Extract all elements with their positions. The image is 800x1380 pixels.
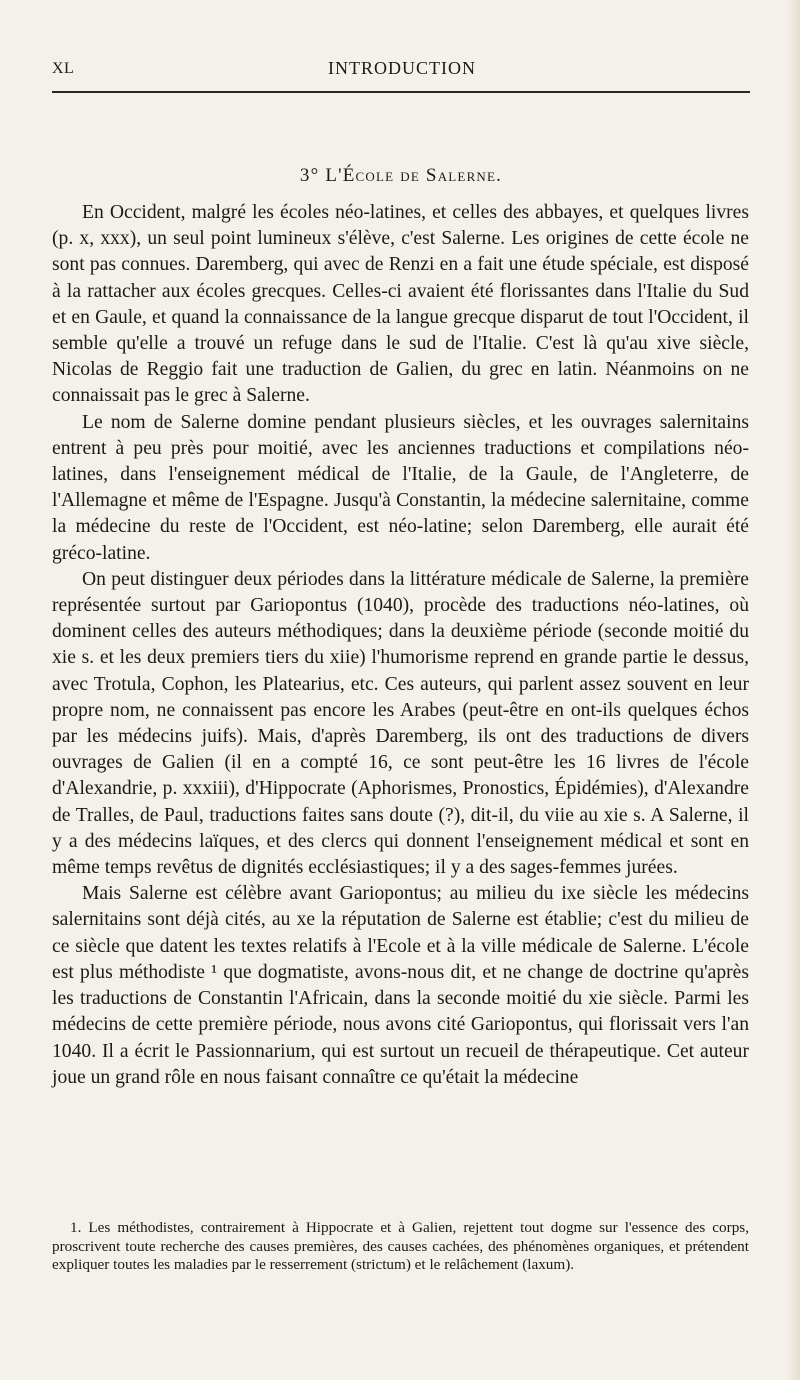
running-title: INTRODUCTION: [328, 58, 476, 78]
body-text: [52, 200, 749, 1091]
page-number: XL: [52, 60, 75, 77]
paragraph: En Occident, malgré les écoles néo-latines, et celles des abbayes, et quelques livres (p. x, xxx), un seul point lumineux s'élève, c'est Salerne. Les origines de cette école ne sont pas connues. Daremberg, qui avec de Renzi en a fait une étude spéciale, est disposé à la rattacher aux écoles grecques. Celles-ci avaient été florissantes dans l'Italie du Sud et en Gaule, et quand la connaissance de la langue grecque disparut de tout l'Occident, il semble qu'elle a trouvé un refuge dans le sud de l'Italie. C'est là qu'au xive siècle, Nicolas de Reggio fait une traduction de Galien, du grec en latin. Néanmoins on ne connaissait pas le grec à Salerne.: [52, 202, 749, 407]
header-rule: [52, 91, 750, 93]
section-title: 3° L'École de Salerne.: [299, 165, 503, 186]
paragraph: Mais Salerne est célèbre avant Gariopontus; au milieu du ixe siècle les médecins salernitains sont déjà cités, au xe la réputation de Salerne est établie; c'est du milieu de ce siècle que datent les textes relatifs à l'Ecole et à la ville médicale de Salerne. L'école est plus méthodiste ¹ que dogmatiste, avons-nous dit, et ne change de doctrine qu'après les traductions de Constantin l'Africain, dans la seconde moitié du xie siècle. Parmi les médecins de cette première période, nous avons cité Gariopontus, qui florissait vers l'an 1040. Il a écrit le Passionnarium, qui est surtout un recueil de thérapeutique. Cet auteur joue un grand rôle en nous faisant connaître ce qu'était la médecine: [52, 883, 749, 1088]
page-header: [52, 58, 752, 92]
footnotes: [52, 1219, 749, 1275]
footnote: 1. Les méthodistes, contrairement à Hippocrate et à Galien, rejettent tout dogme sur l'essence des corps, proscrivent toute recherche des causes premières, des causes cachées, des phénomènes organiques, et prétendent expliquer toutes les maladies par le resserrement (strictum) et le relâchement (laxum).: [52, 1219, 749, 1274]
paragraph: Le nom de Salerne domine pendant plusieurs siècles, et les ouvrages salernitains entrent à peu près pour moitié, avec les anciennes traductions et compilations néo-latines, dans l'enseignement médical de l'Italie, de la Gaule, de l'Angleterre, de l'Allemagne et même de l'Espagne. Jusqu'à Constantin, la médecine salernitaine, comme la médecine du reste de l'Occident, est néo-latine; selon Daremberg, elle aurait été gréco-latine.: [52, 411, 749, 564]
page-edge-shadow: [786, 0, 800, 1380]
paragraph: On peut distinguer deux périodes dans la littérature médicale de Salerne, la première représentée surtout par Gariopontus (1040), procède des traductions néo-latines, où dominent celles des auteurs méthodiques; dans la deuxième période (seconde moitié du xie s. et les deux premiers tiers du xiie) l'humorisme reprend en grande partie le dessus, avec Trotula, Cophon, les Platearius, etc. Ces auteurs, qui parlent assez souvent en leur propre nom, ne connaissent pas encore les Arabes (peut-être en ont-ils quelques échos par les médecins juifs). Mais, d'après Daremberg, ils ont des traductions de divers ouvrages de Galien (il en a compté 16, ce sont peut-être les 16 livres de l'école d'Alexandrie, p. xxxiii), d'Hippocrate (Aphorismes, Pronostics, Épidémies), d'Alexandre de Tralles, de Paul, traductions faites sans doute (?), dit-il, du viie au xie s. A Salerne, il y a des médecins laïques, et des clercs qui donnent l'enseignement médical et sont en même temps revêtus de dignités ecclésiastiques; il y a des sages-femmes jurées.: [52, 568, 749, 879]
